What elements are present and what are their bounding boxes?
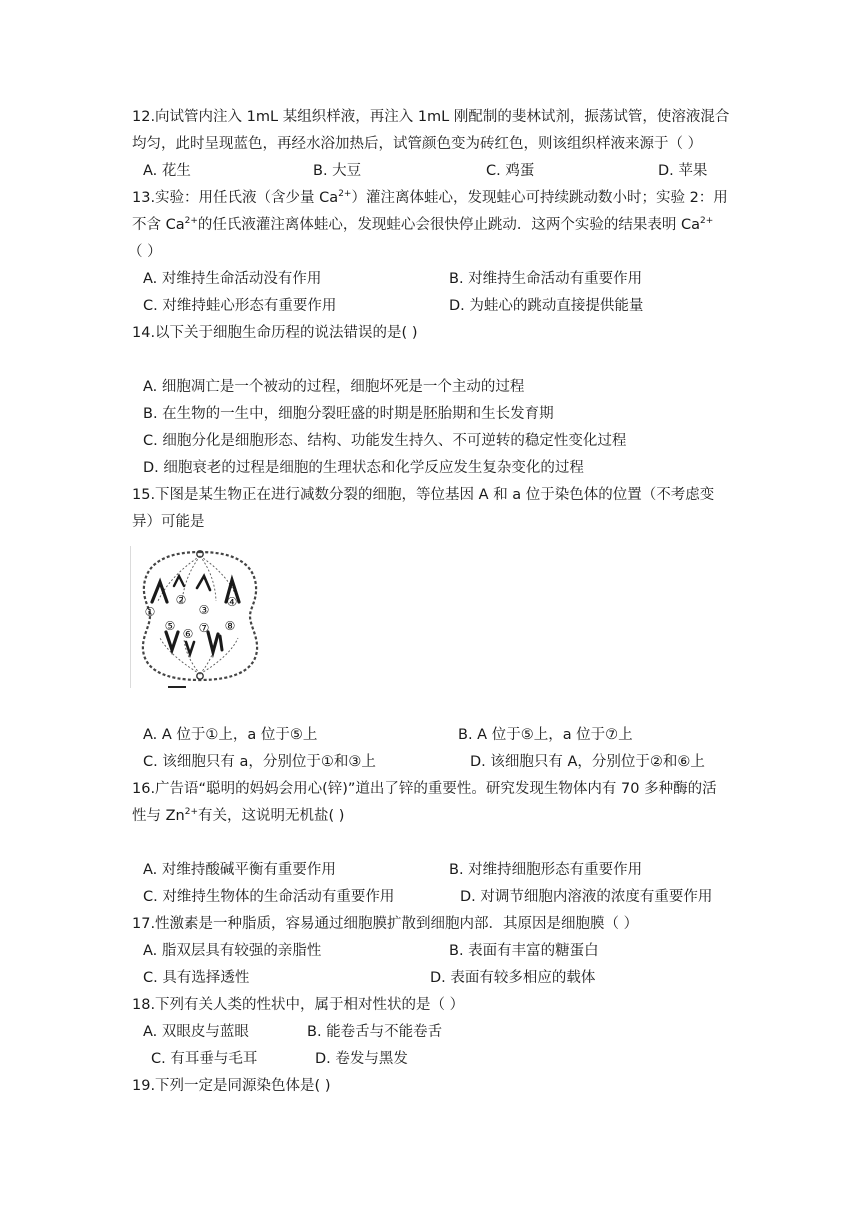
q15-option-d: D. 该细胞只有 A，分别位于②和⑥上 <box>470 754 705 770</box>
q18-option-a: A. 双眼皮与蓝眼 <box>143 1024 249 1040</box>
q17-option-d: D. 表面有较多相应的载体 <box>430 970 596 986</box>
figure-label-3: ③ <box>198 603 210 617</box>
figure-label-7: ⑦ <box>198 621 210 635</box>
q15-stem-line2: 异）可能是 <box>132 514 205 530</box>
q12-stem-line2: 均匀，此时呈现蓝色，再经水浴加热后，试管颜色变为砖红色，则该组织样液来源于（ ） <box>132 136 703 152</box>
q15-option-c: C. 该细胞只有 a，分别位于①和③上 <box>143 754 376 770</box>
figure-label-2: ② <box>175 593 187 607</box>
q18-option-d: D. 卷发与黑发 <box>315 1051 408 1067</box>
ion-charge: 2+ <box>184 807 199 817</box>
q16-stem-line1: 16.广告语“聪明的妈妈会用心(锌)”道出了锌的重要性。研究发现生物体内有 70 多种酶的活 <box>132 781 717 797</box>
q14-option-d: D. 细胞衰老的过程是细胞的生理状态和化学反应发生复杂变化的过程 <box>143 460 584 476</box>
q19-stem-line1: 19.下列一定是同源染色体是( ) <box>132 1078 331 1094</box>
meiosis-cell-diagram <box>130 546 270 688</box>
q13-option-b: B. 对维持生命活动有重要作用 <box>449 271 643 287</box>
q13-stem-line2 <box>132 215 713 235</box>
q12-option-c: C. 鸡蛋 <box>486 163 535 179</box>
q13-line2-part-a: 不含 Ca <box>132 217 185 233</box>
q13-stem-line1 <box>132 188 728 208</box>
q18-option-c: C. 有耳垂与毛耳 <box>151 1051 258 1067</box>
q13-option-a: A. 对维持生命活动没有作用 <box>143 271 322 287</box>
q13-line1-part-a: 13.实验：用任氏液（含少量 Ca <box>132 190 339 206</box>
q13-line2-part-b: 的任氏液灌注离体蛙心，发现蛙心会很快停止跳动．这两个实验的结果表明 Ca <box>197 217 701 233</box>
q15-option-a: A. A 位于①上，a 位于⑤上 <box>143 727 318 743</box>
q15-option-b: B. A 位于⑤上，a 位于⑦上 <box>458 727 633 743</box>
q13-option-c: C. 对维持蛙心形态有重要作用 <box>143 298 337 314</box>
figure-label-4: ④ <box>226 595 238 609</box>
q13-stem-line3: （ ） <box>128 244 162 260</box>
q17-stem-line1: 17.性激素是一种脂质，容易通过细胞膜扩散到细胞内部．其原因是细胞膜（ ） <box>132 916 639 932</box>
q16-option-d: D. 对调节细胞内溶液的浓度有重要作用 <box>460 889 713 905</box>
q13-option-d: D. 为蛙心的跳动直接提供能量 <box>449 298 644 314</box>
q17-option-b: B. 表面有丰富的糖蛋白 <box>449 943 599 959</box>
q14-option-c: C. 细胞分化是细胞形态、结构、功能发生持久、不可逆转的稳定性变化过程 <box>143 433 627 449</box>
q12-stem-line1: 12.向试管内注入 1mL 某组织样液，再注入 1mL 刚配制的斐林试剂，振荡试管，使溶液混合 <box>132 109 730 125</box>
figure-label-5: ⑤ <box>164 619 176 633</box>
q16-option-a: A. 对维持酸碱平衡有重要作用 <box>143 862 336 878</box>
q14-option-b: B. 在生物的一生中，细胞分裂旺盛的时期是胚胎期和生长发育期 <box>143 406 554 422</box>
q16-line2-part-b: 有关，这说明无机盐( ) <box>198 808 345 824</box>
q18-option-b: B. 能卷舌与不能卷舌 <box>307 1024 443 1040</box>
figure-label-1: ① <box>144 605 156 619</box>
q16-option-c: C. 对维持生物体的生命活动有重要作用 <box>143 889 395 905</box>
q16-stem-line2 <box>132 806 344 826</box>
q16-option-b: B. 对维持细胞形态有重要作用 <box>449 862 643 878</box>
q15-stem-line1: 15.下图是某生物正在进行减数分裂的细胞，等位基因 A 和 a 位于染色体的位置（不考虑变 <box>132 487 715 503</box>
ion-charge: 2+ <box>338 189 352 199</box>
q17-option-a: A. 脂双层具有较强的亲脂性 <box>143 943 322 959</box>
q14-stem-line1: 14.以下关于细胞生命历程的说法错误的是( ) <box>132 325 418 341</box>
q12-option-a: A. 花生 <box>143 163 191 179</box>
q18-stem-line1: 18.下列有关人类的性状中，属于相对性状的是（ ） <box>132 997 465 1013</box>
figure-underline-mark <box>168 686 186 688</box>
figure-label-6: ⑥ <box>182 627 194 641</box>
q17-option-c: C. 具有选择透性 <box>143 970 250 986</box>
q14-option-a: A. 细胞凋亡是一个被动的过程，细胞坏死是一个主动的过程 <box>143 379 525 395</box>
q12-option-b: B. 大豆 <box>313 163 362 179</box>
ion-charge: 2+ <box>700 216 714 226</box>
meiosis-cell-figure <box>130 546 270 688</box>
q13-line1-part-b: ）灌注离体蛙心，发现蛙心可持续跳动数小时；实验 2：用 <box>351 190 728 206</box>
figure-label-8: ⑧ <box>224 619 236 633</box>
q12-option-d: D. 苹果 <box>658 163 708 179</box>
ion-charge: 2+ <box>184 216 198 226</box>
q16-line2-part-a: 性与 Zn <box>132 808 185 824</box>
